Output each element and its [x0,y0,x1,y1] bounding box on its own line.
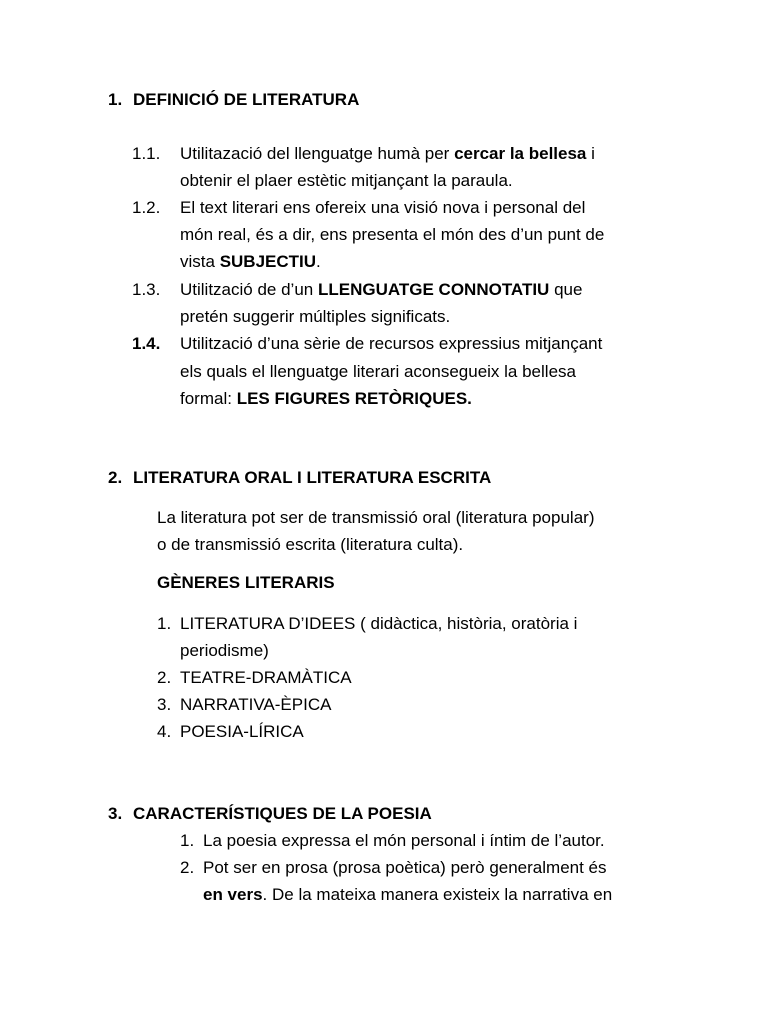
genre-2-text: TEATRE-DRAMÀTICA [180,668,352,687]
poetry-item-1-number: 1. [180,831,195,850]
section-1-heading: DEFINICIÓ DE LITERATURA [133,90,360,109]
item-1-2-line-1: El text literari ens ofereix una visió nova i personal del [180,198,586,217]
item-1-2-line-3: vista SUBJECTIU. [180,252,321,271]
poetry-item-2-number: 2. [180,858,195,877]
poetry-item-2-line-1: Pot ser en prosa (prosa poètica) però generalment és [203,858,607,877]
genre-2-number: 2. [157,668,172,687]
item-1-4-number: 1.4. [132,334,161,353]
genre-1-line-1: LITERATURA D’IDEES ( didàctica, història, oratòria i [180,614,578,633]
section-3-heading: CARACTERÍSTIQUES DE LA POESIA [133,804,432,823]
genre-1-number: 1. [157,614,172,633]
genre-3-number: 3. [157,695,172,714]
section-1-number: 1. [108,90,123,109]
item-1-4-line-2: els quals el llenguatge literari aconsegueix la bellesa [180,362,576,381]
item-1-4-line-1: Utilització d’una sèrie de recursos expressius mitjançant [180,334,603,353]
genre-4-number: 4. [157,722,172,741]
oral-written-paragraph-line-1: La literatura pot ser de transmissió oral (literatura popular) [157,508,595,527]
item-1-3-number: 1.3. [132,280,161,299]
item-1-2-line-2: món real, és a dir, ens presenta el món des d’un punt de [180,225,605,244]
section-3-number: 3. [108,804,123,823]
item-1-1-number: 1.1. [132,144,161,163]
poetry-item-1-text: La poesia expressa el món personal i íntim de l’autor. [203,831,605,850]
item-1-1-line-2: obtenir el plaer estètic mitjançant la paraula. [180,171,513,190]
genres-subheading: GÈNERES LITERARIS [157,573,335,592]
poetry-item-2-line-2: en vers. De la mateixa manera existeix la narrativa en [203,885,613,904]
section-2-number: 2. [108,468,123,487]
genre-4-text: POESIA-LÍRICA [180,722,304,741]
item-1-3-line-1: Utilització de d’un LLENGUATGE CONNOTATIU que [180,280,583,299]
item-1-4-line-3: formal: LES FIGURES RETÒRIQUES. [180,389,472,408]
item-1-3-line-2: pretén suggerir múltiples significats. [180,307,451,326]
item-1-1-line-1: Utilitazació del llenguatge humà per cercar la bellesa i [180,144,595,163]
oral-written-paragraph-line-2: o de transmissió escrita (literatura culta). [157,535,464,554]
genre-3-text: NARRATIVA-ÈPICA [180,695,332,714]
genre-1-line-2: periodisme) [180,641,269,660]
item-1-2-number: 1.2. [132,198,161,217]
section-2-heading: LITERATURA ORAL I LITERATURA ESCRITA [133,468,492,487]
